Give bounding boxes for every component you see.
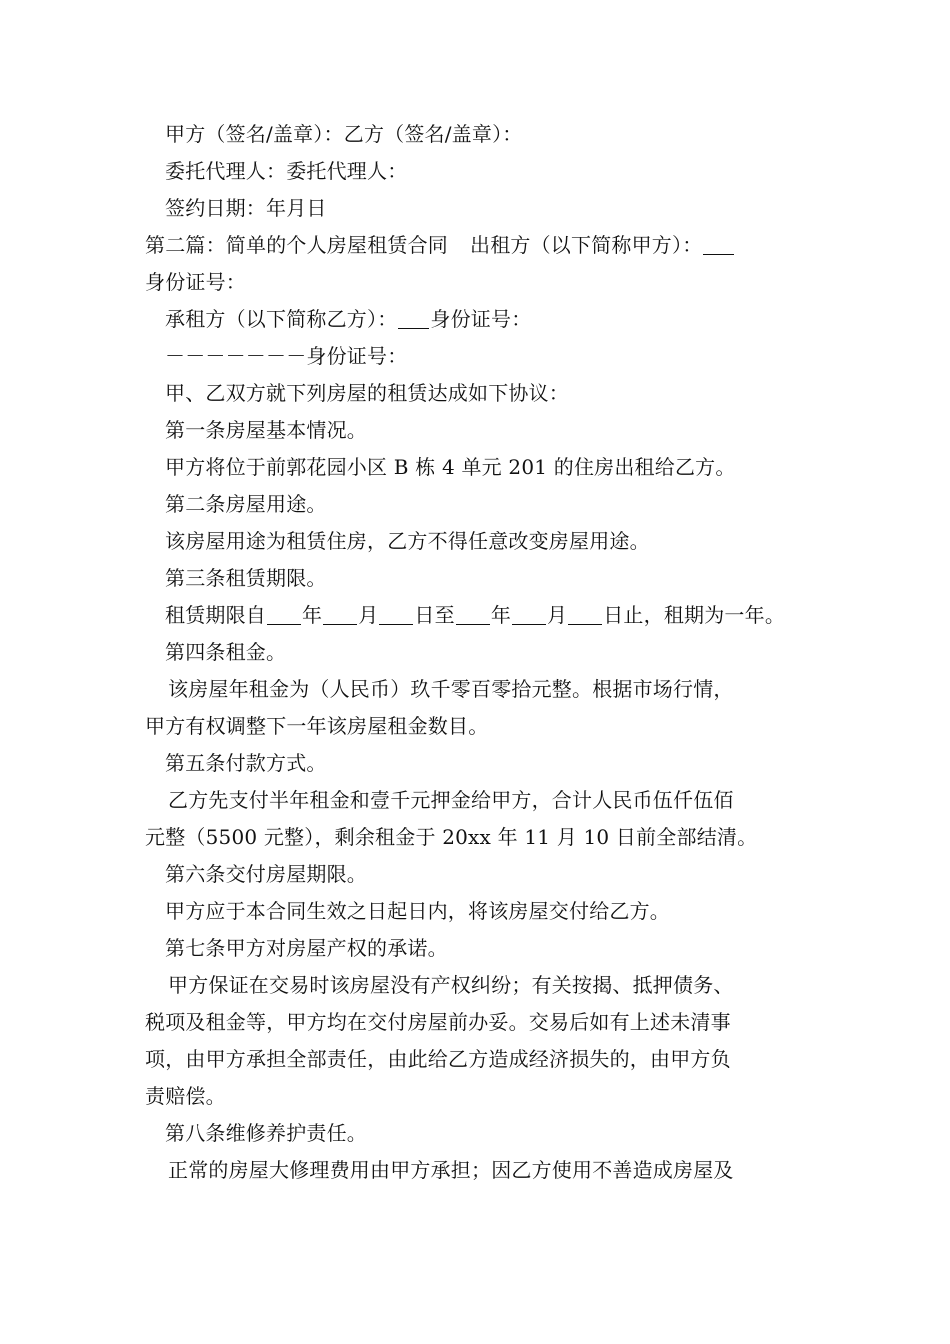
sign-date-line: 签约日期：年月日 [165, 196, 327, 220]
article-4-line-2: 甲方有权调整下一年该房屋租金数目。 [145, 714, 489, 738]
article-8-line-1: 正常的房屋大修理费用由甲方承担；因乙方使用不善造成房屋及 [168, 1158, 734, 1182]
lessor-blank [703, 234, 734, 255]
article-7-line-3: 项，由甲方承担全部责任，由此给乙方造成经济损失的，由甲方负 [145, 1047, 731, 1071]
day-to-label: 日至 [414, 603, 455, 627]
month-label: 月 [358, 603, 379, 627]
year-label: 年 [302, 603, 323, 627]
lease-end-label: 日止，租期为一年。 [603, 603, 786, 627]
lessee-id-label: 身份证号： [430, 307, 532, 331]
end-day-blank [568, 604, 602, 625]
article-7-title: 第七条甲方对房屋产权的承诺。 [165, 936, 448, 960]
year-label-2: 年 [490, 603, 512, 627]
article-7-line-1: 甲方保证在交易时该房屋没有产权纠纷；有关按揭、抵押债务、 [168, 973, 734, 997]
article-7-line-4: 责赔偿。 [145, 1084, 226, 1108]
section-heading: 第二篇：简单的个人房屋租赁合同 [145, 233, 448, 257]
agent-line: 委托代理人：委托代理人： [165, 159, 408, 183]
start-month-blank [323, 604, 357, 625]
lessee-label: 承租方（以下简称乙方）： [165, 307, 398, 331]
article-6-title: 第六条交付房屋期限。 [165, 862, 367, 886]
end-year-blank [456, 604, 490, 625]
article-7-line-2: 税项及租金等，甲方均在交付房屋前办妥。交易后如有上述未清事 [145, 1010, 731, 1034]
article-4-title: 第四条租金。 [165, 640, 287, 664]
start-year-blank [267, 604, 301, 625]
article-3-title: 第三条租赁期限。 [165, 566, 327, 590]
article-2-title: 第二条房屋用途。 [165, 492, 327, 516]
lessor-id-line: 身份证号： [145, 270, 246, 294]
article-6-body: 甲方应于本合同生效之日起日内，将该房屋交付给乙方。 [165, 899, 670, 923]
article-5-line-2: 元整（5500 元整），剩余租金于 20xx 年 11 月 10 日前全部结清。 [145, 825, 758, 849]
article-3-body [145, 597, 810, 634]
lessee-line [145, 301, 810, 338]
signature-line: 甲方（签名/盖章）：乙方（签名/盖章）： [165, 122, 523, 146]
start-day-blank [379, 604, 413, 625]
lease-from-label: 租赁期限自 [165, 603, 266, 627]
article-1-title: 第一条房屋基本情况。 [165, 418, 367, 442]
dash-id-line: －－－－－－－身份证号： [165, 344, 408, 368]
document-page [145, 116, 810, 1189]
article-5-line-1: 乙方先支付半年租金和壹千元押金给甲方，合计人民币伍仟伍佰 [168, 788, 734, 812]
lessor-label: 出租方（以下简称甲方）： [470, 233, 703, 257]
article-2-body: 该房屋用途为租赁住房，乙方不得任意改变房屋用途。 [165, 529, 650, 553]
intro-line: 甲、乙双方就下列房屋的租赁达成如下协议： [165, 381, 569, 405]
section-heading-line [145, 227, 810, 264]
end-month-blank [512, 604, 546, 625]
article-1-body: 甲方将位于前郭花园小区 B 栋 4 单元 201 的住房出租给乙方。 [165, 455, 736, 479]
month-label-2: 月 [547, 603, 568, 627]
article-5-title: 第五条付款方式。 [165, 751, 327, 775]
article-4-line-1: 该房屋年租金为（人民币）玖千零百零拾元整。根据市场行情， [168, 677, 734, 701]
lessee-blank [398, 308, 429, 329]
article-8-title: 第八条维修养护责任。 [165, 1121, 367, 1145]
